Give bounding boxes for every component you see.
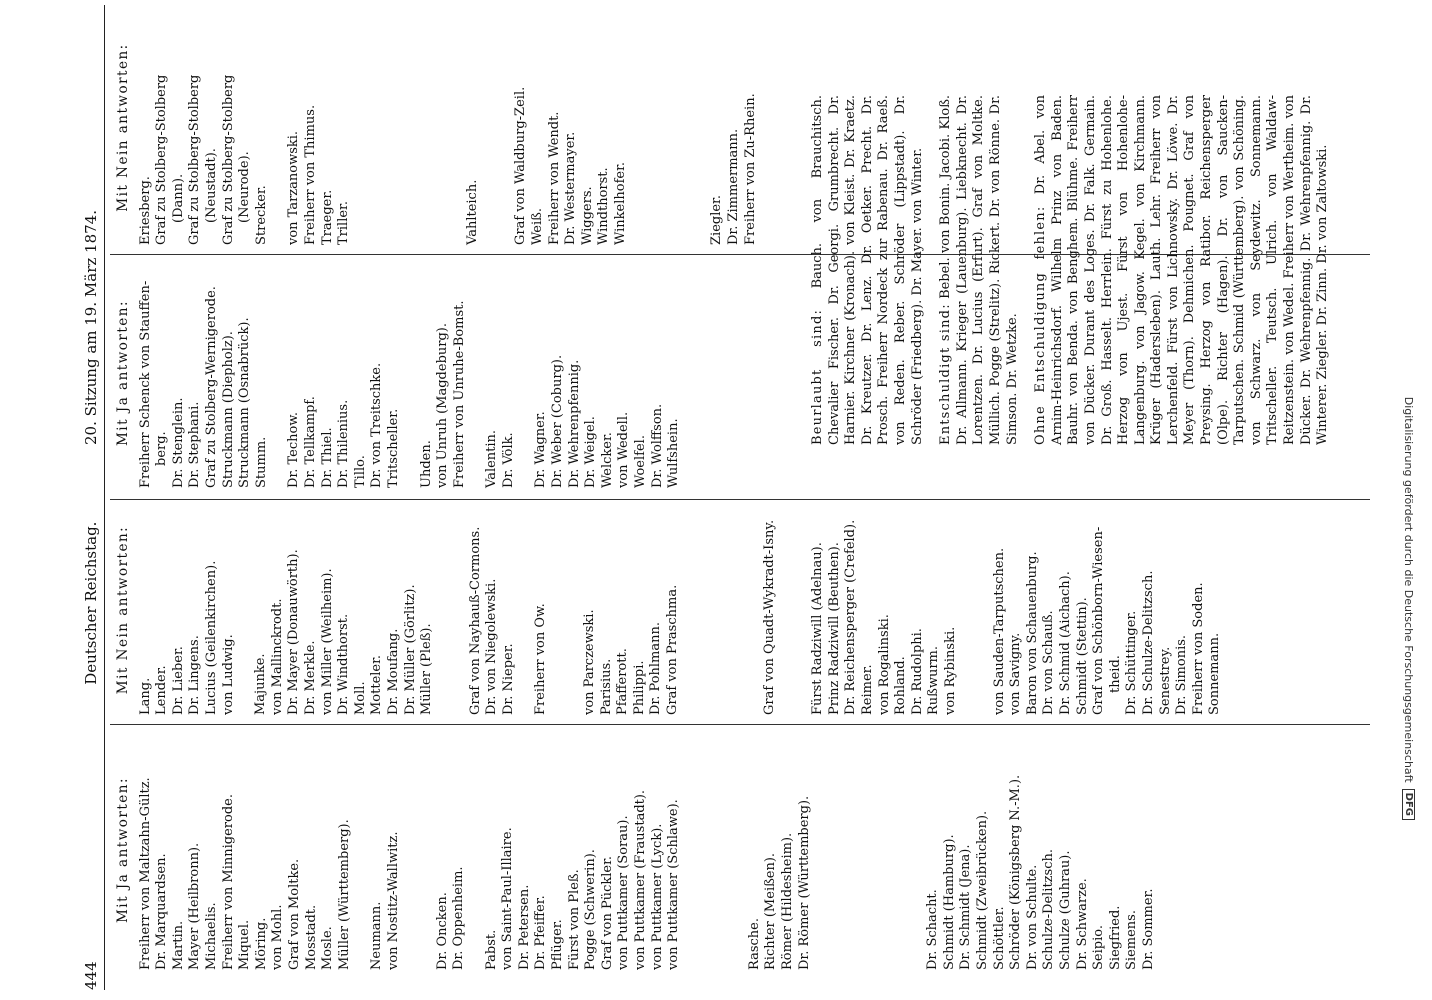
member-name: Reimer.	[860, 664, 875, 715]
list-spacer	[468, 258, 484, 488]
member-name: Siemens.	[1124, 910, 1140, 970]
member-name: Dr. Tellkampf.	[302, 396, 318, 488]
member-name: Dr. Wehrenpfennig.	[566, 359, 582, 488]
digitization-note: Digitalisierung gefördert durch die Deutsche Forschungsgemeinschaft	[1402, 396, 1416, 783]
page-header	[78, 20, 100, 990]
member-name: Graf von Moltke.	[286, 858, 302, 970]
column-heading: Mit Nein antworten:	[115, 525, 131, 695]
paragraph-text: Bauch. von Brauchitsch. Chevalier Fischer. Dr. Georgi. Grumbrecht. Dr. Harnier. Kirchner (Kronach). von Kleist. Dr. Kraetz. Dr. Kreutzer. Dr. Lenz. Dr. Oetker. Precht. Dr. Prosch. Freiherr Nordeck zur Rabenau. Dr. Raeß. von Reden. Reber. Schröder (Lippstadt). Dr. Schröder (Friedberg). Dr. Mayer. von Winter.	[810, 95, 925, 445]
member-name: von Rogalinski.	[876, 614, 892, 715]
member-name: Dr. Wagner.	[533, 411, 549, 488]
column-4	[115, 10, 759, 245]
member-name: Dr. von Niegolewski.	[484, 578, 500, 715]
member-name: Philippi.	[631, 660, 647, 715]
member-name: Freiherr von Maltzahn-Gültz.	[137, 777, 153, 970]
list-spacer	[877, 730, 893, 970]
list-spacer	[497, 10, 513, 245]
member-name: Fürst Radziwill (Adelnau).	[810, 542, 826, 715]
member-name: Graf von Pückler.	[599, 855, 615, 970]
member-name: Dr. Petersen.	[516, 884, 532, 970]
column-3	[115, 258, 683, 488]
member-name: Strecker.	[253, 185, 269, 245]
member-name: Dr. Schacht.	[925, 889, 941, 970]
list-spacer	[419, 730, 435, 970]
member-name: Schulze (Guhrau).	[1057, 850, 1073, 970]
list-spacer	[730, 505, 746, 715]
member-name: Senestrey.	[1157, 646, 1173, 715]
list-spacer	[845, 730, 861, 970]
member-name: Seipio.	[1091, 925, 1107, 970]
list-spacer	[417, 10, 433, 245]
list-spacer	[909, 730, 925, 970]
list-spacer	[403, 730, 419, 970]
list-spacer	[861, 730, 877, 970]
column-divider	[110, 499, 1370, 500]
member-name: Mosstadt.	[303, 904, 319, 970]
member-name: Graf zu Stolberg-Stolberg	[154, 74, 170, 245]
list-spacer	[270, 10, 286, 245]
list-spacer	[403, 258, 419, 488]
member-name: Ziegler.	[709, 195, 725, 245]
member-name: Tillo.	[352, 455, 368, 488]
list-spacer	[452, 505, 468, 715]
column-heading: Mit Nein antworten:	[115, 43, 131, 212]
paragraph-text: Dr. Abel. von Arnim-Heinrichsdorf. Wilhelm Prinz von Baden. Bauhr. von Benda. von Benghem. Blühme. Freiherr von Dücker. Durant des Loges. Dr. Falk. Germain. Dr. Groß. Hasselt. Herrlein. Fürst zu Hohenlohe. Herzog von Ujest. Fürst von Hohenlohe-Langenburg. von Jagow. Kegel. von Kirchmann. Krüger (Hadersleben). Lauth. Lehr. Freiherr von Lerchenfeld. Fürst von Lichnowsky. Dr. Löwe. Dr. Meyer (Thorn). Dehmichen. Pougnet. Graf von Preysing. Herzog von Ratibor. Reichensperger (Olpe). Richter (Hagen). Dr. von Saucken-Tarputschen. Schmid (Württemberg). von Schöning. von Schwarz. von Seydewitz. Sonnemann. Tritscheller. Teutsch. Ulrich. von Waldaw-Reitzenstein. von Wedel. Freiherr von Wertheim. von Dücker. Dr. Wehrenpfennig. Dr. Wehrenpfennig. Dr. Winterer. Ziegler. Dr. Zinn. Dr. von Zaltowski.	[1033, 95, 1331, 445]
member-name: Wulfshein.	[666, 418, 682, 488]
member-name: Dr. Römer (Württemberg).	[796, 795, 812, 970]
member-name: Welcker.	[599, 432, 615, 488]
member-name: Pogge (Schwerin).	[583, 849, 599, 970]
member-name: Dr. Mayer (Donauwörth).	[286, 549, 302, 715]
member-name: Dr. Schmid (Aichach).	[1057, 571, 1073, 715]
member-name: Schulze-Delitzsch.	[1041, 849, 1057, 970]
member-name: Parisius.	[598, 658, 614, 715]
member-name: Pflüger.	[550, 919, 566, 970]
member-name: Motteler.	[369, 654, 385, 715]
member-name: Dr. Schmidt (Jena).	[958, 844, 974, 970]
paragraph-label: Beurlaubt sind:	[810, 308, 825, 445]
absence-paragraphs	[810, 95, 1344, 445]
member-name: Dr. Weigel.	[583, 416, 599, 488]
member-name: Winkelhofer.	[612, 161, 628, 245]
member-name: Graf von Nayhauß-Cormons.	[467, 526, 483, 715]
member-name: Dr. Lieber.	[170, 646, 186, 715]
member-name: Schröder (Königsberg N.-M.).	[1008, 774, 1024, 970]
list-spacer	[449, 10, 465, 245]
member-name: Dr. Lingens.	[187, 635, 203, 715]
member-name: von Sauden-Tarputschen.	[991, 547, 1007, 715]
absence-paragraph	[938, 95, 1021, 445]
list-spacer	[683, 730, 699, 970]
member-name: Traeger.	[319, 189, 335, 245]
member-name: Dr. Völk.	[500, 432, 516, 488]
member-name: Dr. Marquardsen.	[154, 853, 170, 970]
member-name: Weiß.	[529, 208, 545, 245]
member-name: Struckmann (Osnabrück).	[237, 317, 253, 488]
column-heading: Mit Ja antworten:	[115, 776, 131, 924]
list-spacer	[829, 730, 845, 970]
member-name: von Unruh (Magdeburg).	[435, 322, 451, 488]
member-name: Tritscheller.	[385, 408, 401, 488]
member-name: Dr. Sommer.	[1140, 888, 1156, 970]
list-spacer	[481, 10, 497, 245]
member-name: Dr. Stenglein.	[170, 397, 186, 488]
session-title: 20. Sitzung am 19. März 1874.	[82, 210, 100, 445]
member-name: Baron von Schauenburg.	[1024, 551, 1040, 715]
list-spacer	[517, 258, 533, 488]
page-number: 444	[82, 961, 100, 990]
list-spacer	[517, 505, 533, 715]
member-name: von Wedell.	[616, 411, 632, 488]
list-spacer	[714, 505, 730, 715]
member-name: Lender.	[154, 665, 170, 715]
member-name: Graf von Quadt-Wykradt-Isny.	[761, 519, 777, 715]
member-name: Dr. Nieper.	[500, 643, 516, 715]
list-spacer	[960, 505, 976, 715]
member-name: Dr. Stephani.	[187, 401, 203, 488]
member-name: Graf zu Stolberg-Wernigerode.	[203, 286, 219, 488]
member-name: Wiggers.	[579, 186, 595, 245]
member-name: von Nostitz-Wallwitz.	[385, 831, 401, 970]
member-name: Dr. Pfeiffer.	[533, 895, 549, 970]
list-spacer	[778, 505, 794, 715]
list-spacer	[699, 730, 715, 970]
paragraph-label: Entschuldigt sind:	[938, 303, 954, 445]
list-spacer	[369, 10, 385, 245]
member-name: Neumann.	[369, 901, 385, 970]
publication-title: Deutscher Reichstag.	[82, 521, 100, 685]
member-name: Graf von Waldburg-Zeil.	[513, 86, 529, 245]
member-name: Stumm.	[253, 436, 269, 488]
member-name: (Neustadt).	[203, 148, 219, 223]
list-spacer	[353, 730, 369, 970]
member-name: Struckmann (Diepholz).	[220, 331, 236, 488]
member-name: Graf zu Stolberg-Stolberg	[187, 74, 203, 245]
member-name: Möring.	[253, 917, 269, 970]
member-name: Sonnemann.	[1207, 632, 1223, 715]
member-name: Dr. Moufang.	[385, 628, 401, 715]
member-name: Graf von Praschma.	[665, 584, 681, 715]
column-divider	[110, 724, 1370, 725]
member-name: Schmidt (Zweibrücken).	[974, 810, 990, 970]
list-spacer	[645, 10, 661, 245]
list-spacer	[661, 10, 677, 245]
column-heading: Mit Ja antworten:	[115, 299, 131, 447]
member-name: Dr. von Treitschke.	[369, 362, 385, 488]
list-spacer	[353, 10, 369, 245]
member-name: (Neurode).	[237, 151, 253, 223]
member-name: Dr. Wolffson.	[649, 403, 665, 488]
column-1	[115, 730, 1158, 970]
member-name: Dr. Schulze-Delitzsch.	[1140, 570, 1156, 715]
member-name: Mosle.	[320, 926, 336, 970]
header-rule	[104, 5, 105, 990]
list-spacer	[237, 505, 253, 715]
list-spacer	[550, 505, 566, 715]
member-name: Dr. Zimmermann.	[726, 128, 742, 245]
member-name: Eriesberg.	[137, 176, 153, 245]
member-name: Valentin.	[484, 429, 500, 488]
list-spacer	[433, 10, 449, 245]
member-name: von Puttkamer (Schlawe).	[666, 799, 682, 970]
member-name: Richter (Meißen).	[763, 852, 779, 970]
member-name: Dr. Pohlmann.	[648, 621, 664, 715]
member-name: Freiherr von Minnigerode.	[220, 794, 236, 970]
member-name: Graf von Schönborn-Wiesen-	[1091, 526, 1107, 715]
member-name: theid.	[1107, 655, 1123, 693]
member-name: Dr. Weber (Coburg).	[550, 354, 566, 488]
list-spacer	[566, 505, 582, 715]
member-name: Dr. Merkle.	[302, 640, 318, 715]
column-2	[115, 505, 1224, 715]
member-name: Prinz Radziwill (Beuthen).	[826, 542, 842, 715]
absence-paragraph	[810, 95, 926, 445]
member-name: Dr. Müller (Görlitz).	[402, 584, 418, 715]
member-name: Miquel.	[237, 919, 253, 970]
member-name: Dr. Techow.	[286, 411, 302, 488]
member-name: berg.	[154, 431, 170, 466]
member-name: Freiherr von Zu-Rhein.	[742, 93, 758, 245]
member-name: Dr. Westermayer.	[563, 131, 579, 245]
member-name: Lucius (Geilenkirchen).	[203, 560, 219, 715]
member-name: Siegfried.	[1107, 905, 1123, 970]
list-spacer	[794, 505, 810, 715]
member-name: Rasche.	[746, 918, 762, 970]
member-name: Freiherr von Wendt.	[546, 111, 562, 245]
member-name: von Savigny.	[1008, 632, 1024, 715]
list-spacer	[270, 258, 286, 488]
member-name: (Dann).	[170, 173, 186, 223]
paragraph-text: Bebel. von Bonin. Jacobi. Kloß. Dr. Allmann. Krieger (Lauenburg). Liebknecht. Dr. Lorentzen. Dr. Lucius (Erfurt). Graf von Moltke. Müllich. Pogge (Strelitz). Rickert. Dr. von Rönne. Dr. Simson. Dr. Wetzke.	[938, 94, 1020, 445]
member-name: Dr. Simonis.	[1174, 634, 1190, 715]
member-name: Vahlteich.	[464, 179, 480, 245]
list-spacer	[401, 10, 417, 245]
list-spacer	[715, 730, 731, 970]
list-spacer	[385, 10, 401, 245]
member-name: Freiherr von Unruhe-Bomst.	[451, 300, 467, 488]
member-name: Martin.	[170, 920, 186, 970]
member-name: von Puttkamer (Fraustadt).	[633, 789, 649, 970]
paragraph-label: Ohne Entschuldigung fehlen:	[1033, 205, 1049, 445]
member-name: Rußwurm.	[926, 645, 942, 715]
member-name: Moll.	[352, 681, 368, 715]
member-name: Graf zu Stolberg-Stolberg	[220, 74, 236, 245]
absence-paragraph	[1033, 95, 1332, 445]
member-name: von Ludwig.	[220, 634, 236, 715]
list-spacer	[677, 10, 693, 245]
list-spacer	[629, 10, 645, 245]
member-name: Müller (Pleß).	[419, 623, 435, 715]
member-name: von Mallinckrodt.	[269, 598, 285, 715]
member-name: Uhden.	[418, 440, 434, 488]
member-name: Michaelis.	[203, 902, 219, 970]
member-name: Woelfel.	[633, 435, 649, 488]
digitization-credit	[1398, 30, 1420, 820]
member-name: Mayer (Heilbronn).	[187, 842, 203, 970]
list-spacer	[682, 505, 698, 715]
member-name: Triller.	[336, 201, 352, 245]
member-name: von Miller (Weilheim).	[319, 568, 335, 715]
member-name: Pabst.	[483, 929, 499, 970]
list-spacer	[698, 505, 714, 715]
member-name: Römer (Hildesheim).	[780, 832, 795, 970]
list-spacer	[893, 730, 909, 970]
member-name: Dr. Rudolphi.	[909, 628, 925, 715]
member-name: von Saint-Paul-Illaire.	[500, 827, 516, 970]
list-spacer	[468, 730, 484, 970]
member-name: Freiherr von Thimus.	[302, 104, 318, 245]
member-name: Dr. Windthorst.	[336, 613, 352, 715]
member-name: Schmidt (Stettin).	[1074, 597, 1090, 715]
member-name: Schöttler.	[991, 906, 1007, 970]
member-name: Dr. Schüttinger.	[1124, 610, 1140, 715]
member-name: Majunke.	[253, 653, 269, 715]
member-name: Dr. von Schauß.	[1041, 610, 1057, 715]
member-name: Schmidt (Hamburg).	[941, 834, 957, 970]
member-name: Lang.	[137, 677, 153, 715]
member-name: Müller (Württemberg).	[336, 819, 352, 970]
member-name: Freiherr Schenck von Stauffen-	[137, 280, 153, 488]
member-name: Dr. Thilenius.	[336, 399, 352, 488]
member-name: Dr. Thiel.	[319, 427, 335, 488]
list-spacer	[693, 10, 709, 245]
member-name: von Parczewski.	[582, 609, 598, 715]
member-name: Freiherr von Ow.	[533, 603, 549, 715]
list-spacer	[436, 505, 452, 715]
dfg-logo: DFG	[1403, 789, 1416, 820]
member-name: Windthorst.	[596, 167, 612, 245]
member-name: Fürst von Pleß.	[566, 869, 582, 970]
member-name: Dr. Reichensperger (Crefeld).	[843, 519, 859, 715]
member-name: Freiherr von Soden.	[1190, 582, 1206, 715]
member-name: Rohland.	[893, 656, 909, 715]
list-spacer	[746, 505, 762, 715]
member-name: von Tarzanowski.	[286, 130, 302, 245]
member-name: Dr. Oncken.	[434, 892, 450, 970]
member-name: Dr. Oppenheim.	[451, 866, 467, 970]
list-spacer	[976, 505, 992, 715]
list-spacer	[813, 730, 829, 970]
list-spacer	[731, 730, 747, 970]
member-name: Dr. Schwarze.	[1074, 878, 1090, 970]
member-name: von Puttkamer (Sorau).	[616, 815, 632, 970]
member-name: von Rybinski.	[942, 626, 958, 715]
member-name: von Puttkamer (Lyck).	[649, 823, 665, 970]
member-name: Pfafferott.	[615, 648, 631, 715]
member-name: von Mohl.	[270, 904, 286, 970]
member-name: Dr. von Schulte.	[1024, 864, 1040, 970]
